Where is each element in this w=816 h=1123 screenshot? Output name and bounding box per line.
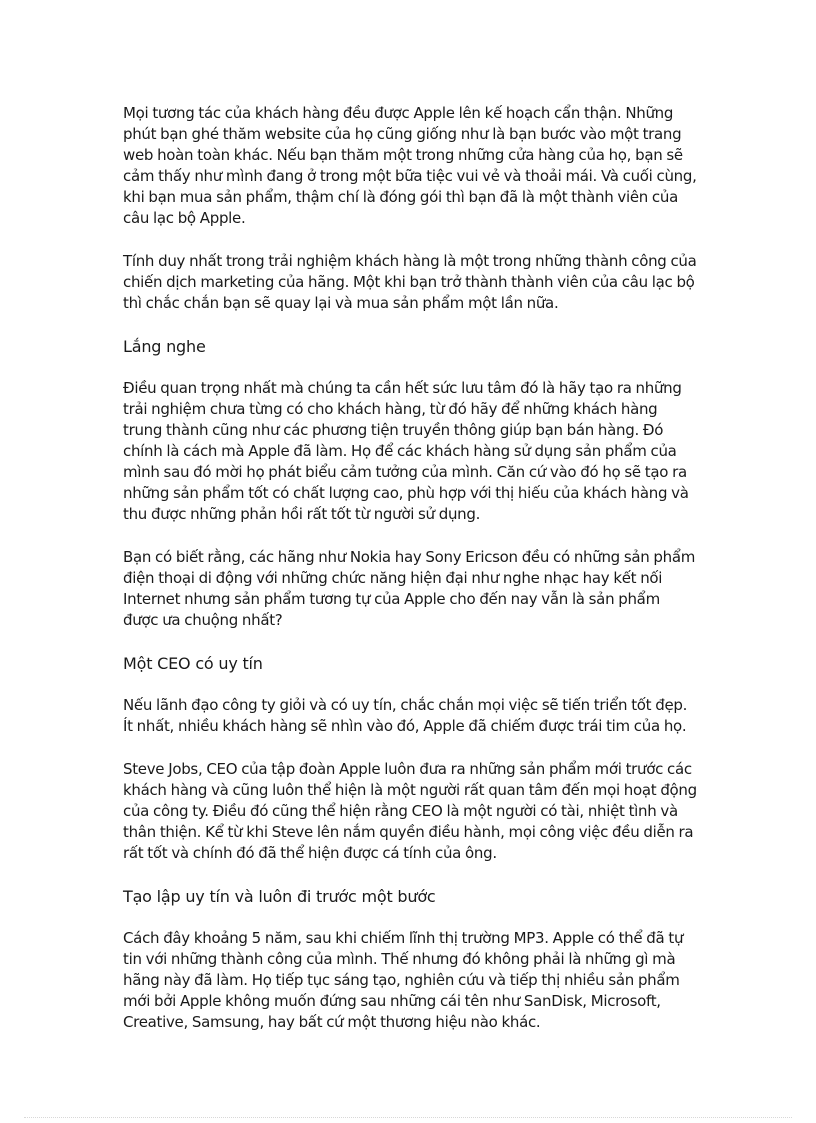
paragraph-competitors: Bạn có biết rằng, các hãng như Nokia hay Sony Ericson đều có những sản phẩm điện thoại di động với những chức năng hiện đại như nghe nhạc hay kết nối Internet nhưng sản phẩm tương tự của Apple cho đến nay vẫn là sản phẩm được ưa chuộng nhất? <box>123 548 696 629</box>
paragraph-mp3-market: Cách đây khoảng 5 năm, sau khi chiếm lĩnh thị trường MP3. Apple có thể đã tự tin với những thành công của mình. Thế nhưng đó không phải là những gì mà hãng này đã làm. Họ tiếp tục sáng tạo, nghiên cứu và tiếp thị nhiều sản phẩm mới bởi Apple không muốn đứng sau những cái tên như SanDisk, Microsoft, Creative, Samsung, hay bất cứ một thương hiệu nào khác. <box>123 929 684 1031</box>
document-page <box>123 103 698 1055</box>
paragraph-steve-jobs: Steve Jobs, CEO của tập đoàn Apple luôn đưa ra những sản phẩm mới trước các khách hàng và cũng luôn thể hiện là một người rất quan tâm đến mọi hoạt động của công ty. Điều đó cũng thể hiện rằng CEO là một người có tài, nhiệt tình và thân thiện. Kể từ khi Steve lên nắm quyền điều hành, mọi công việc đều diễn ra rất tốt và chính đó đã thể hiện được cá tính của ông. <box>123 760 697 862</box>
paragraph-unique-experience: Tính duy nhất trong trải nghiệm khách hàng là một trong những thành công của chiến dịch marketing của hãng. Một khi bạn trở thành thành viên của câu lạc bộ thì chắc chắn bạn sẽ quay lại và mua sản phẩm một lần nữa. <box>123 252 697 312</box>
section-heading-listen: Lắng nghe <box>123 337 206 356</box>
paragraph-customer-feedback: Điều quan trọng nhất mà chúng ta cần hết sức lưu tâm đó là hãy tạo ra những trải nghiệm chưa từng có cho khách hàng, từ đó hãy để những khách hàng trung thành cũng như các phương tiện truyền thông giúp bạn bán hàng. Đó chính là cách mà Apple đã làm. Họ để các khách hàng sử dụng sản phẩm của mình sau đó mời họ phát biểu cảm tưởng của mình. Căn cứ vào đó họ sẽ tạo ra những sản phẩm tốt có chất lượng cao, phù hợp với thị hiếu của khách hàng và thu được những phản hồi rất tốt từ người sử dụng. <box>123 379 689 523</box>
paragraph-leadership: Nếu lãnh đạo công ty giỏi và có uy tín, chắc chắn mọi việc sẽ tiến triển tốt đẹp. Ít nhất, nhiều khách hàng sẽ nhìn vào đó, Apple đã chiếm được trái tim của họ. <box>123 696 688 735</box>
page-bottom-divider <box>24 1117 792 1118</box>
section-heading-ceo: Một CEO có uy tín <box>123 654 263 673</box>
section-heading-reputation: Tạo lập uy tín và luôn đi trước một bước <box>123 887 436 906</box>
paragraph-apple-customer-interaction: Mọi tương tác của khách hàng đều được Apple lên kế hoạch cẩn thận. Những phút bạn ghé thăm website của họ cũng giống như là bạn bước vào một trang web hoàn toàn khác. Nếu bạn thăm một trong những cửa hàng của họ, bạn sẽ cảm thấy như mình đang ở trong một bữa tiệc vui vẻ và thoải mái. Và cuối cùng, khi bạn mua sản phẩm, thậm chí là đóng gói thì bạn đã là một thành viên của câu lạc bộ Apple. <box>123 104 697 227</box>
